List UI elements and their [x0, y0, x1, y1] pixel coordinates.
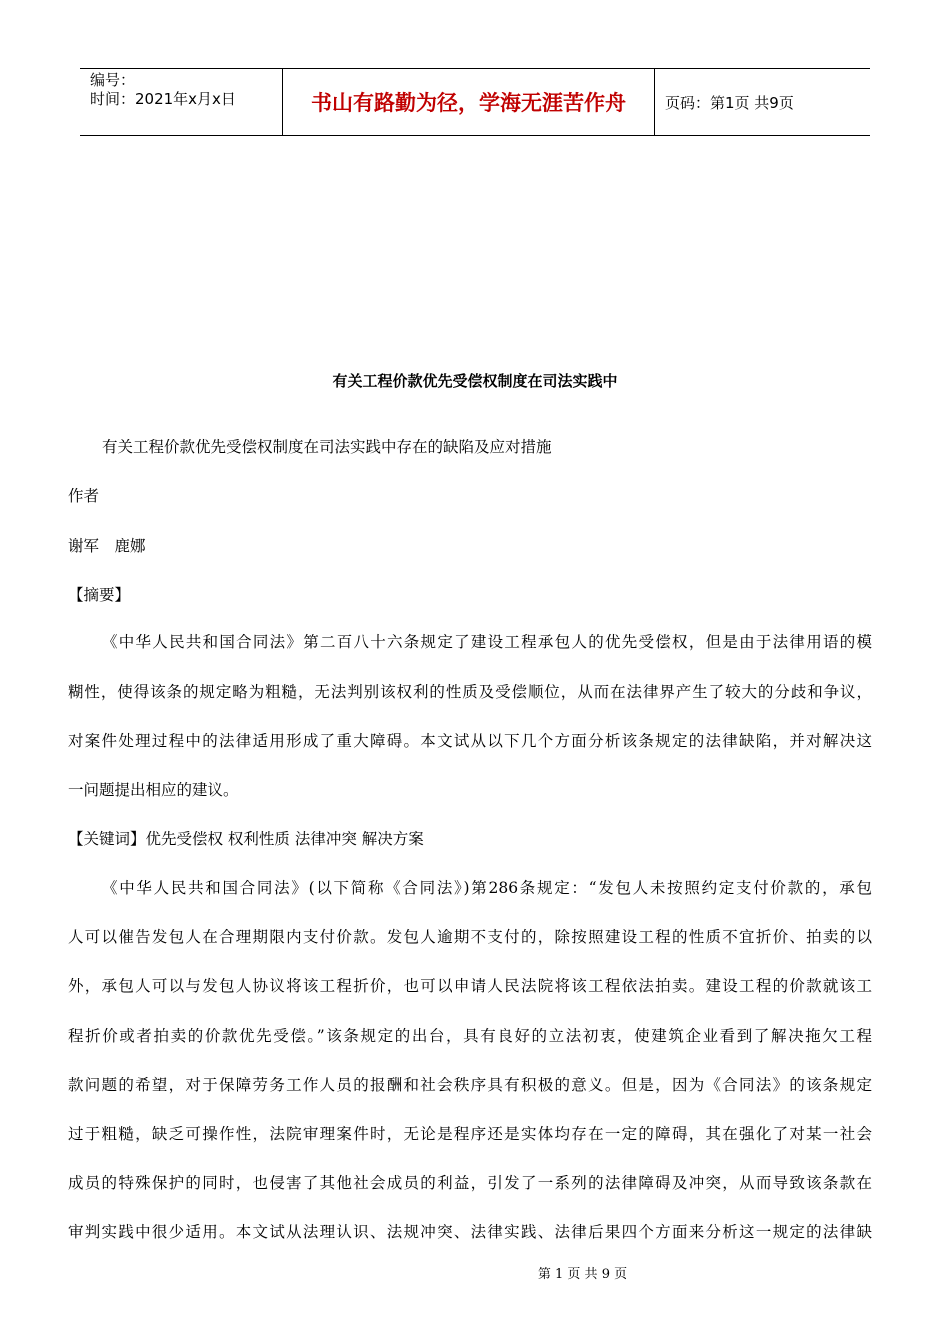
document-subtitle: 有关工程价款优先受偿权制度在司法实践中存在的缺陷及应对措施	[102, 438, 552, 456]
header-motto: 书山有路勤为径，学海无涯苦作舟	[282, 69, 655, 135]
abstract-label: 【摘要】	[68, 586, 131, 604]
body-line: 程折价或者拍卖的价款优先受偿。”该条规定的出台，具有良好的立法初衷，使建筑企业看到了解决拖欠工程	[68, 1027, 872, 1045]
header-page-info: 页码：第1页 共9页	[665, 93, 794, 112]
body-line: 成员的特殊保护的同时，也侵害了其他社会成员的利益，引发了一系列的法律障碍及冲突，从而导致该条款在	[68, 1174, 872, 1192]
header-table	[80, 68, 870, 136]
number-label: 编号：	[90, 71, 136, 89]
body-line: 过于粗糙，缺乏可操作性，法院审理案件时，无论是程序还是实体均存在一定的障碍，其在强化了对某一社会	[68, 1125, 872, 1143]
body-line: 审判实践中很少适用。本文试从法理认识、法规冲突、法律实践、法律后果四个方面来分析这一规定的法律缺	[68, 1223, 872, 1241]
abstract-line: 一问题提出相应的建议。	[68, 781, 239, 799]
body-line: 《中华人民共和国合同法》(以下简称《合同法》)第286条规定：“发包人未按照约定支付价款的，承包	[102, 879, 872, 897]
body-line: 款问题的希望，对于保障劳务工作人员的报酬和社会秩序具有积极的意义。但是，因为《合同法》的该条规定	[68, 1076, 872, 1094]
header-meta	[80, 69, 282, 135]
page-footer: 第 1 页 共 9 页	[537, 1267, 628, 1282]
body-line: 外，承包人可以与发包人协议将该工程折价，也可以申请人民法院将该工程依法拍卖。建设工程的价款就该工	[68, 977, 872, 995]
date-label: 时间：2021年x月x日	[90, 90, 236, 108]
author-names: 谢军 鹿娜	[68, 537, 146, 555]
abstract-line: 《中华人民共和国合同法》第二百八十六条规定了建设工程承包人的优先受偿权，但是由于法律用语的模	[102, 633, 872, 651]
abstract-line: 对案件处理过程中的法律适用形成了重大障碍。本文试从以下几个方面分析该条规定的法律缺陷，并对解决这	[68, 732, 872, 750]
abstract-line: 糊性，使得该条的规定略为粗糙，无法判别该权利的性质及受偿顺位，从而在法律界产生了较大的分歧和争议，	[68, 683, 872, 701]
author-label: 作者	[68, 487, 100, 505]
keywords-line: 【关键词】优先受偿权 权利性质 法律冲突 解决方案	[68, 830, 424, 848]
document-title: 有关工程价款优先受偿权制度在司法实践中	[332, 372, 618, 390]
body-line: 人可以催告发包人在合理期限内支付价款。发包人逾期不支付的，除按照建设工程的性质不宜折价、拍卖的以	[68, 928, 872, 946]
